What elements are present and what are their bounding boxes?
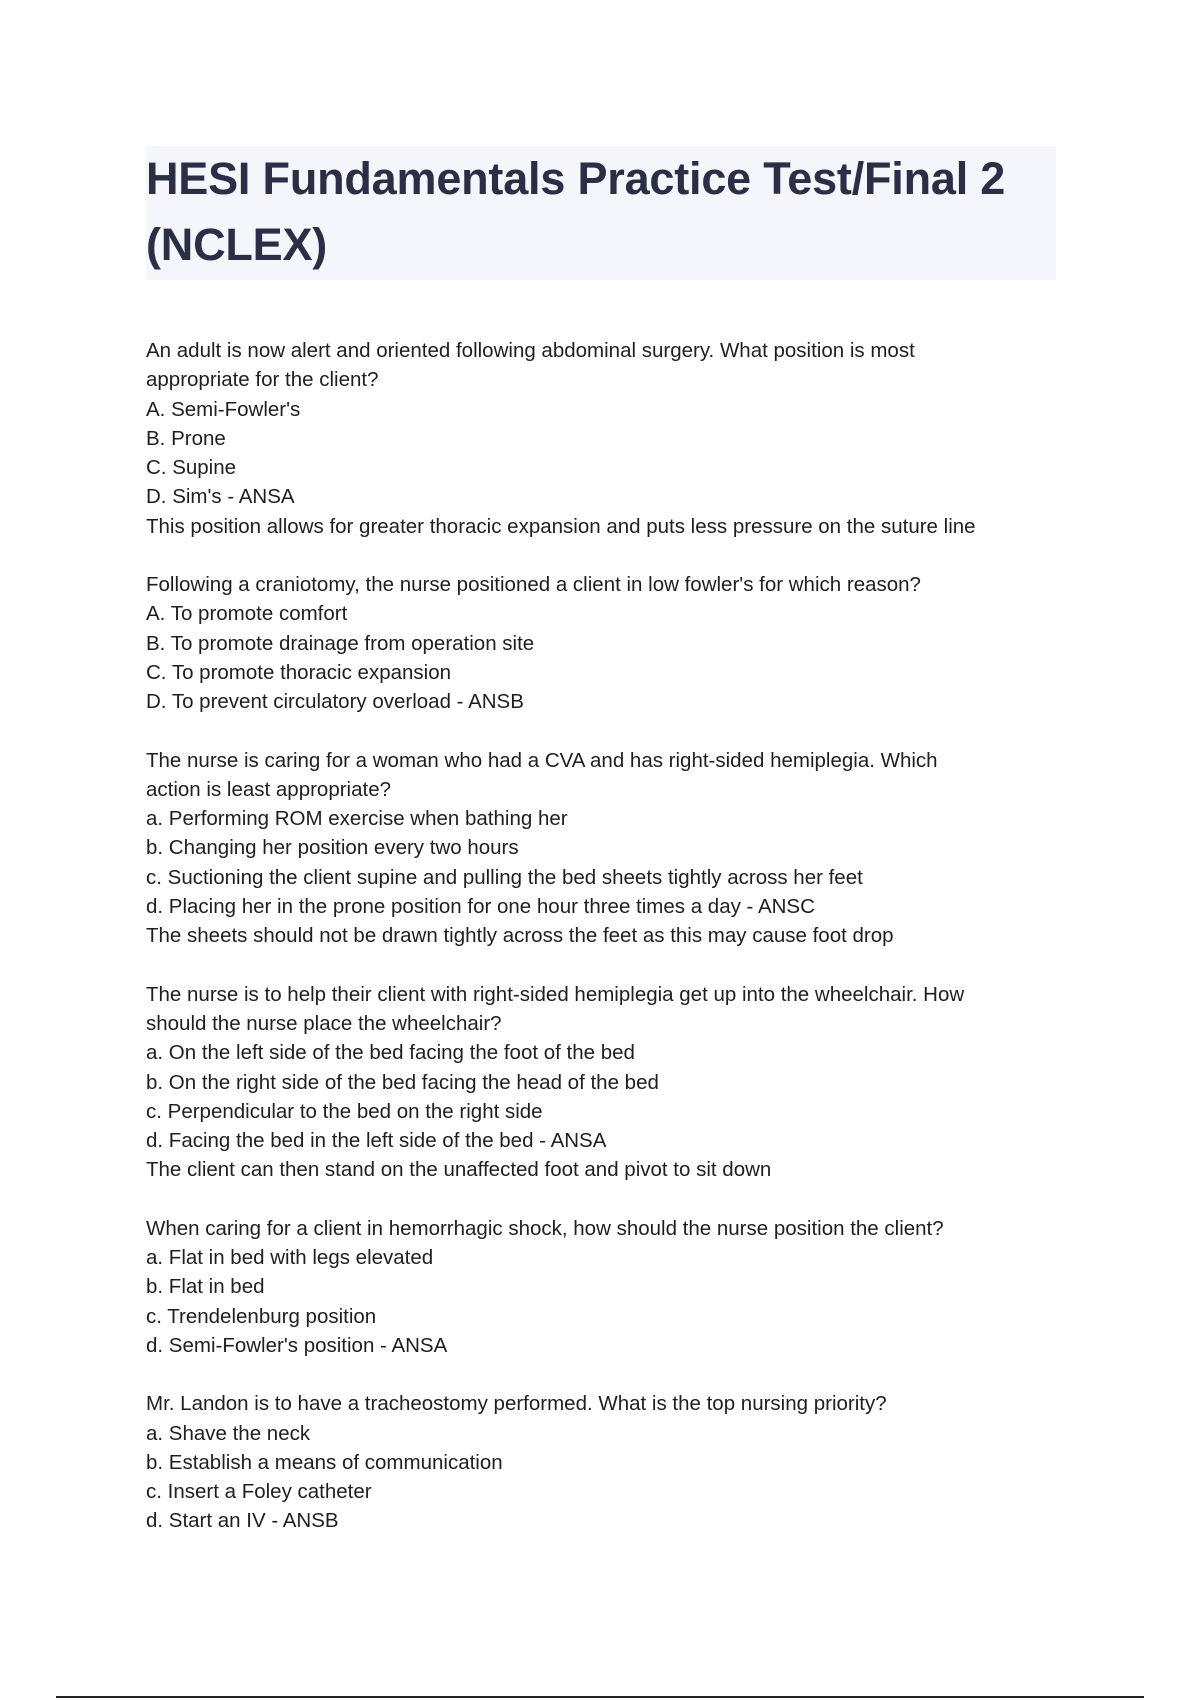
question-stem-line: Mr. Landon is to have a tracheostomy performed. What is the top nursing priority?	[146, 1392, 887, 1416]
answer-option: c. Trendelenburg position	[146, 1304, 377, 1328]
answer-option: D. Sim's - ANSA	[146, 485, 295, 509]
question-block	[146, 336, 1066, 541]
question-stem	[146, 570, 1066, 599]
question-block	[146, 1389, 1066, 1535]
answer-option: A. Semi-Fowler's	[146, 397, 301, 421]
question-stem	[146, 746, 1066, 805]
answer-option: d. Placing her in the prone position for one hour three times a day - ANSC	[146, 895, 815, 919]
answer-option: a. Shave the neck	[146, 1421, 311, 1445]
answer-option: a. Flat in bed with legs elevated	[146, 1246, 434, 1270]
answer-option: c. Insert a Foley catheter	[146, 1480, 372, 1504]
question-stem	[146, 980, 1066, 1039]
title-banner	[146, 146, 1056, 280]
question-block	[146, 1214, 1066, 1360]
answer-option: B. To promote drainage from operation site	[146, 631, 535, 655]
question-stem-line: Following a craniotomy, the nurse positioned a client in low fowler's for which reason?	[146, 573, 921, 597]
answer-options	[146, 395, 1066, 512]
question-stem-line: appropriate for the client?	[146, 368, 379, 392]
page-title	[146, 146, 1056, 278]
answer-options	[146, 1243, 1066, 1360]
answer-option: b. Establish a means of communication	[146, 1450, 503, 1474]
answer-option: A. To promote comfort	[146, 602, 348, 626]
page-title-line-2: (NCLEX)	[146, 219, 328, 270]
answer-option: C. To promote thoracic expansion	[146, 660, 452, 684]
answer-option: b. On the right side of the bed facing the head of the bed	[146, 1070, 659, 1094]
question-stem-line: The nurse is to help their client with right-sided hemiplegia get up into the wheelchair. How	[146, 982, 965, 1006]
question-stem	[146, 1214, 1066, 1243]
answer-options	[146, 804, 1066, 921]
answer-option: D. To prevent circulatory overload - ANSB	[146, 690, 524, 714]
question-stem	[146, 336, 1066, 395]
answer-options	[146, 599, 1066, 716]
answer-option: C. Supine	[146, 456, 237, 480]
answer-rationale: This position allows for greater thoracic expansion and puts less pressure on the suture line	[146, 514, 976, 538]
question-stem-line: action is least appropriate?	[146, 777, 392, 801]
question-stem-line: The nurse is caring for a woman who had a CVA and has right-sided hemiplegia. Which	[146, 748, 938, 772]
answer-rationale: The client can then stand on the unaffected foot and pivot to sit down	[146, 1158, 772, 1182]
answer-option: B. Prone	[146, 426, 226, 450]
answer-options	[146, 1419, 1066, 1536]
answer-option: a. Performing ROM exercise when bathing her	[146, 807, 568, 831]
answer-option: a. On the left side of the bed facing the foot of the bed	[146, 1041, 635, 1065]
answer-option: b. Flat in bed	[146, 1275, 265, 1299]
question-block	[146, 746, 1066, 951]
question-block	[146, 980, 1066, 1185]
answer-rationale: The sheets should not be drawn tightly across the feet as this may cause foot drop	[146, 924, 894, 948]
question-stem-line: When caring for a client in hemorrhagic shock, how should the nurse position the client?	[146, 1216, 944, 1240]
answer-option: c. Suctioning the client supine and pulling the bed sheets tightly across her feet	[146, 865, 863, 889]
footer-divider	[56, 1696, 1144, 1698]
question-stem-line: should the nurse place the wheelchair?	[146, 1011, 502, 1035]
question-list	[146, 336, 1066, 1565]
answer-option: b. Changing her position every two hours	[146, 836, 519, 860]
answer-option: d. Start an IV - ANSB	[146, 1509, 339, 1533]
answer-options	[146, 1038, 1066, 1155]
answer-option: c. Perpendicular to the bed on the right side	[146, 1099, 543, 1123]
question-stem	[146, 1389, 1066, 1418]
answer-option: d. Facing the bed in the left side of the bed - ANSA	[146, 1129, 607, 1153]
question-stem-line: An adult is now alert and oriented following abdominal surgery. What position is most	[146, 339, 915, 362]
question-block	[146, 570, 1066, 716]
page-title-line-1: HESI Fundamentals Practice Test/Final 2	[146, 153, 1006, 204]
answer-option: d. Semi-Fowler's position - ANSA	[146, 1333, 448, 1357]
